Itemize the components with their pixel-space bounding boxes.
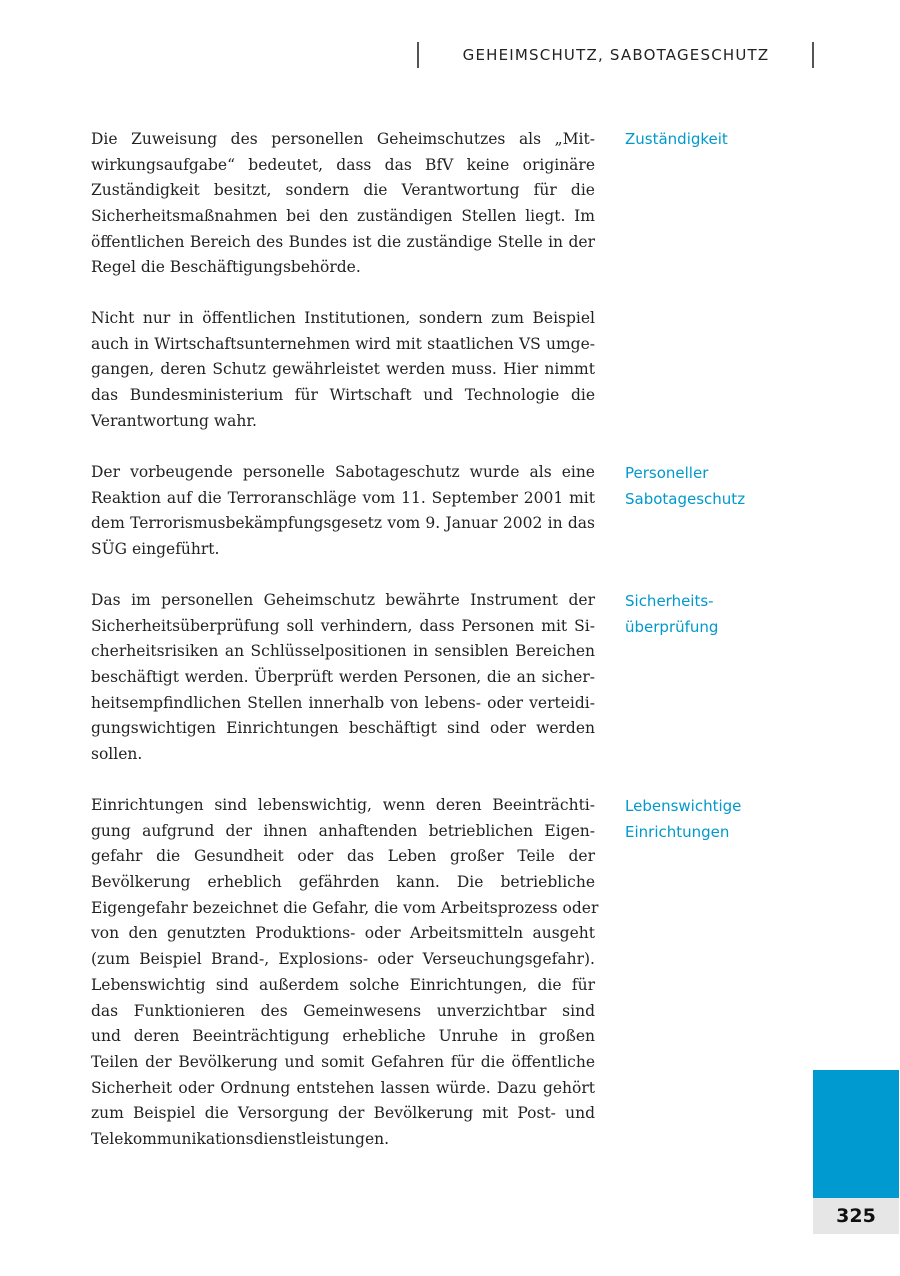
text-line: sollen.: [91, 745, 143, 764]
text-line: Teilen der Bevölkerung und somit Gefahren für die öffentliche: [91, 1052, 595, 1071]
chapter-tab-marker: [813, 1070, 899, 1198]
text-line: gefahr die Gesundheit oder das Leben großer Teile der: [91, 847, 595, 866]
text-line: auch in Wirtschaftsunternehmen wird mit staatlichen VS umge-: [91, 334, 595, 353]
text-line: und deren Beeinträchtigung erhebliche Unruhe in großen: [91, 1027, 595, 1046]
text-line: Einrichtungen sind lebenswichtig, wenn deren Beeinträchti-: [91, 796, 595, 814]
margin-note-line: Zuständigkeit: [625, 130, 728, 148]
text-line: wirkungsaufgabe“ bedeutet, dass das BfV keine originäre: [91, 155, 595, 174]
text-line: das Funktionieren des Gemeinwesens unverzichtbar sind: [91, 1001, 595, 1020]
text-line: Lebenswichtig sind außerdem solche Einrichtungen, die für: [91, 975, 595, 994]
text-line: Verantwortung wahr.: [91, 411, 257, 430]
paragraph-lebenswichtige-einrichtungen: [91, 793, 599, 1153]
header-divider-left: [417, 42, 419, 68]
text-line: Nicht nur in öffentlichen Institutionen, sondern zum Beispiel: [91, 309, 595, 327]
margin-note-line: Sabotageschutz: [625, 490, 746, 508]
paragraph-sicherheitsueberpruefung: [91, 588, 595, 768]
margin-note-line: Einrichtungen: [625, 823, 730, 841]
margin-note-line: überprüfung: [625, 618, 719, 636]
text-line: SÜG eingeführt.: [91, 540, 220, 559]
margin-note-sicherheitsueberpruefung: [625, 588, 825, 640]
text-line: Sicherheitsmaßnahmen bei den zuständigen Stellen liegt. Im: [91, 207, 595, 226]
text-line: (zum Beispiel Brand-, Explosions- oder Verseuchungsgefahr).: [91, 950, 595, 969]
header-divider-right: [812, 42, 814, 68]
text-line: dem Terrorismusbekämpfungsgesetz vom 9. Januar 2002 in das: [91, 514, 595, 533]
text-line: beschäftigt werden. Überprüft werden Personen, die an sicher-: [91, 668, 595, 687]
paragraph-wirtschaft: [91, 306, 595, 434]
text-line: Bevölkerung erheblich gefährden kann. Die betriebliche: [91, 873, 595, 892]
text-line: cherheitsrisiken an Schlüsselpositionen in sensiblen Bereichen: [91, 642, 595, 661]
text-line: Sicherheitsüberprüfung soll verhindern, dass Personen mit Si-: [91, 616, 595, 635]
text-line: gangen, deren Schutz gewährleistet werden muss. Hier nimmt: [91, 360, 595, 379]
text-line: Zuständigkeit besitzt, sondern die Verantwortung für die: [91, 181, 595, 200]
text-line: zum Beispiel die Versorgung der Bevölkerung mit Post- und: [91, 1104, 595, 1123]
text-line: öffentlichen Bereich des Bundes ist die zuständige Stelle in der: [91, 232, 595, 251]
margin-note-lebenswichtige-einrichtungen: [625, 793, 825, 845]
text-line: Das im personellen Geheimschutz bewährte Instrument der: [91, 591, 595, 609]
text-line: das Bundesministerium für Wirtschaft und Technologie die: [91, 386, 595, 405]
text-line: Eigengefahr bezeichnet die Gefahr, die vom Arbeitsprozess oder: [91, 898, 599, 917]
text-line: Telekommunikationsdienstleistungen.: [91, 1129, 390, 1148]
text-line: von den genutzten Produktions- oder Arbeitsmitteln ausgeht: [91, 924, 595, 943]
margin-note-line: Sicherheits-: [625, 592, 714, 610]
text-line: Reaktion auf die Terroranschläge vom 11. September 2001 mit: [91, 488, 595, 507]
page-number: 325: [813, 1198, 899, 1234]
text-line: Die Zuweisung des personellen Geheimschutzes als „Mit-: [91, 130, 595, 148]
paragraph-sabotageschutz: [91, 460, 595, 563]
margin-note-line: Lebenswichtige: [625, 797, 742, 815]
margin-note-personeller-sabotageschutz: [625, 460, 825, 512]
text-line: Sicherheit oder Ordnung entstehen lassen würde. Dazu gehört: [91, 1078, 595, 1097]
paragraph-zustaendigkeit: [91, 127, 595, 281]
text-line: Regel die Beschäftigungsbehörde.: [91, 258, 361, 277]
text-line: gungswichtigen Einrichtungen beschäftigt sind oder werden: [91, 719, 595, 738]
margin-note-zustaendigkeit: [625, 126, 825, 152]
running-header: GEHEIMSCHUTZ, SABOTAGESCHUTZ: [462, 46, 770, 64]
text-line: heitsempfindlichen Stellen innerhalb von lebens- oder verteidi-: [91, 693, 595, 712]
margin-note-line: Personeller: [625, 464, 709, 482]
text-line: Der vorbeugende personelle Sabotageschutz wurde als eine: [91, 463, 595, 481]
text-line: gung aufgrund der ihnen anhaftenden betrieblichen Eigen-: [91, 821, 595, 840]
